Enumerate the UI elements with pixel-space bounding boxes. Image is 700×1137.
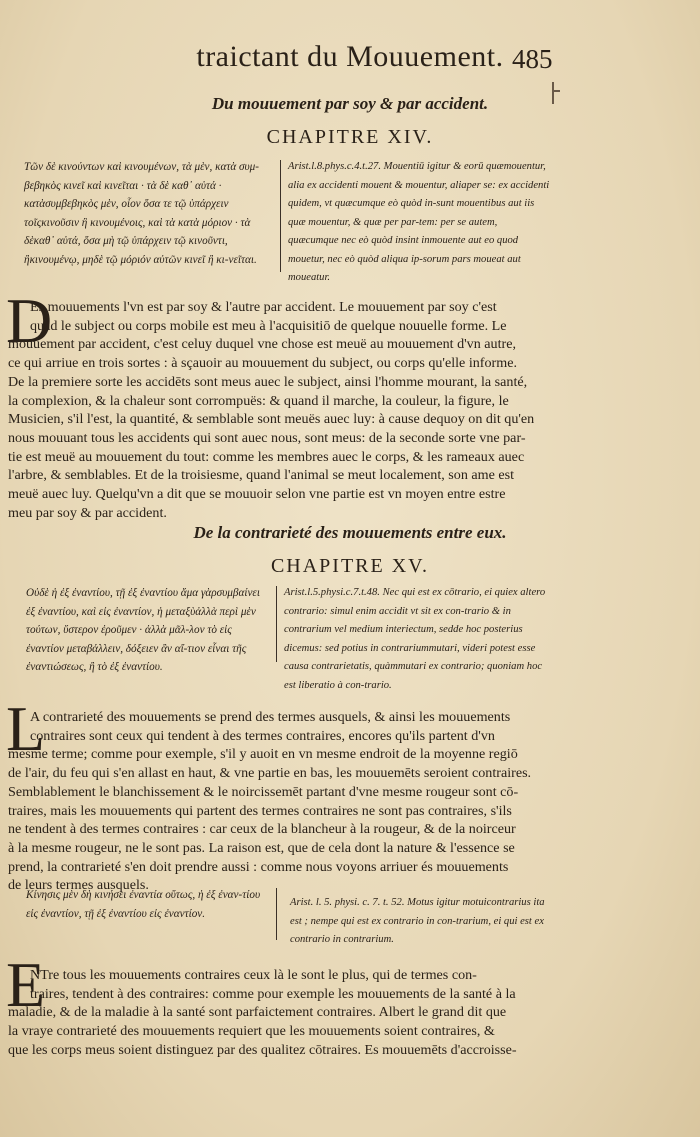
running-title: traictant du Mouuement. (196, 40, 504, 73)
latin-line: Arist.l.8.phys.c.4.t.27. Mouentiū igitur & eorū quæ (288, 161, 504, 172)
latin-line: mouentur, alia ex accidenti mouent & mouentur, alia (288, 161, 546, 191)
column-divider-15 (276, 586, 277, 662)
chapter-15-text-b (8, 966, 550, 1060)
text-line: meuë auec luy. Quelqu'vn a dit que se mouuoir selon vne partie est vn moyen entre estre (8, 486, 506, 503)
latin-line: ex altero contrario: simul enim accidit vt sit ex con- (284, 587, 546, 617)
text-line: quād le subject ou corps mobile est meu à l'acquisitiō de quelque nouuelle forme. Le (30, 317, 507, 334)
chapter-heading-14: CHAPITRE XIV. (266, 126, 434, 148)
latin-line: trario. (364, 679, 392, 691)
latin-line: Arist. l. 5. physi. c. 7. t. 52. Motus igitur motui (290, 897, 487, 908)
text-line: mouuement par accident, c'est celuy duquel vne chose est meuë au mouuement d'vn autre, (8, 336, 516, 353)
latin-line: sunt mouentibus aut iis quæ mouentur, & quæ per par- (288, 198, 535, 228)
section-title-14: Du mouuement par soy & par accident. (211, 94, 489, 113)
greek-line: βεβηκὸς κινεῖ καὶ κινεῖται · τὰ δὲ καθ᾽ αὑτά · κατὰ (24, 179, 222, 210)
text-line: de leurs termes ausquels. (8, 877, 149, 894)
drop-capital-15: L (6, 693, 46, 764)
latin-line: mutari ex contrario; quoniam hoc est liberatio à con- (284, 661, 543, 691)
latin-quote-15 (284, 584, 550, 695)
text-line: de l'air, du feu qui s'en allast en haut, & vne partie en bas, les mouuemēts seroient contraires. (8, 765, 532, 782)
text-line: l'arbre, & semblables. Et de la troisiesme, quand l'animal se meut localement, son ame est (8, 467, 515, 484)
text-line: NTre tous les mouuements contraires ceux là le sont le plus, qui de termes con- (30, 967, 477, 983)
greek-quote-14 (24, 158, 272, 269)
drop-capital-14: D (6, 285, 53, 356)
greek-line: Οὐδὲ ἡ ἐξ ἐναντίου, τῇ ἐξ ἐναντίου ἅμα γὰρ (26, 587, 217, 599)
section-title-15: De la contrarieté des mouuements entre eux. (193, 523, 507, 542)
latin-line: Arist.l.5.physi.c.7.t.48. Nec qui est ex cōtrario, ei qui (284, 587, 509, 598)
text-line: que les corps meus soient distinguez par des qualitez cōtraires. Es mouuemēts d'accroisse- (8, 1041, 517, 1058)
latin-line: mouente aut eo quod mouetur, nec eò quòd aliqua ip- (288, 235, 519, 265)
text-line: ne tendent à des termes contraires : car ceux de la blancheur à la rougeur, & de la noirceur (8, 821, 516, 838)
text-line: la vraye contrarieté des mouuements requiert que les mouuements soient contraires, & (8, 1023, 495, 1040)
greek-line: κινοῦσιν ἢ κινουμένοις, καὶ τὰ κατὰ μόριον · τὰ δὲ (24, 216, 251, 247)
greek-line: Τῶν δὲ κινούντων καὶ κινουμένων, τὰ μὲν, κατὰ συμ- (24, 161, 260, 173)
latin-quote-14 (288, 158, 550, 288)
chapter-15-text (8, 708, 550, 895)
greek-line: καθ᾽ αὑτά, ὅσα μὴ τῷ ὑπάρχειν τῷ κινοῦντι, ἢ (24, 235, 228, 266)
latin-line: mutari, videri potest esse causa contrarietatis, quàm (284, 642, 536, 672)
latin-line: trario & in contrarium vel medium interiectum, sed (284, 605, 511, 635)
column-divider-15b (276, 888, 277, 940)
text-line: la complexion, & la chaleur sont corrompuës: & quand il marche, la couleur, la figure, le (8, 392, 509, 409)
text-line: maladie, & de la maladie à la santé sont parfaictement contraires. Albert le grand dit que (8, 1004, 507, 1021)
latin-line: sorum pars moueat aut moueatur. (288, 253, 521, 283)
text-line: mesme terme; comme pour exemple, s'il y auoit en vn mesme endroit de la moyenne regiō (8, 746, 518, 763)
chapter-heading-15: CHAPITRE XV. (270, 555, 430, 577)
latin-line: per se: ex accidenti quidem, vt quæcumque eò quòd in- (288, 179, 550, 209)
text-line: prend, la contrarieté s'en doit prendre aussi : comme nous voyons arriuer és mouuements (8, 858, 509, 875)
greek-line: τίου εἰς ἐναντίον, τῇ ἐξ ἐναντίου εἰς ἐναντίον. (26, 889, 261, 920)
greek-line: συμβεβηκὸς μὲν, οἷον ὅσα τε τῷ ὑπάρχειν τοῖς (24, 198, 229, 229)
greek-line: νεῖται. (228, 253, 257, 266)
greek-line: λον τὸ εἰς ἐναντίον μεταβάλλειν, δόξειεν ἂν αἴ- (26, 624, 232, 655)
text-line: traires, mais les mouuements qui partent des termes contraires ne sont pas contraires, s'ils (8, 802, 512, 819)
text-line: contraires sont ceux qui tendent à des termes contraires, encores qu'ils partent d'vn (30, 727, 495, 744)
text-line: nous mouuant tous les accidents qui sont auec nous, sont meus: de la seconde sorte vne par- (8, 429, 526, 446)
greek-quote-15b (26, 886, 270, 923)
greek-quote-15 (26, 584, 270, 677)
text-line: De la premiere sorte les accidēts sont meus auec le subject, ainsi l'homme mourant, la santé, (8, 373, 528, 390)
text-line: meu par soy & par accident. (8, 504, 167, 521)
drop-capital-15b: E (6, 949, 46, 1020)
text-line: Musicien, s'il l'est, la quantité, & semblable sont meuës auec luy: à cause dequoy on dit qu'en (8, 411, 535, 428)
text-line: Semblablement le blanchissement & le noircissemēt partant d'vne mesme rougeur sont cō- (8, 783, 519, 800)
page-number: 485 (512, 44, 553, 74)
greek-line: Κίνησις μὲν δὴ κινήσει ἐναντία οὕτως, ἡ ἐξ ἐναν- (26, 889, 243, 901)
greek-line: κινουμένῳ, μηδὲ τῷ μόριόν αὐτῶν κινεῖ ἢ κι- (29, 253, 229, 266)
chapter-14-text (6, 285, 550, 522)
latin-line: tem: per se autem, quæcumque nec eò quòd insint in (288, 216, 498, 246)
greek-line: τιον εἶναι τῆς ἐναντιώσεως, ἢ τὸ ἐξ ἐναντίου. (26, 642, 247, 673)
latin-line: de hoc posterius dicemus: sed potius in contrarium (284, 624, 523, 654)
text-line: à la mesme rougeur, ne le sont pas. La raison est, que de cela dont la nature & l'essence se (8, 839, 515, 856)
greek-line: ἀλλὰ περὶ μὲν τούτων, ὕστερον ἐροῦμεν · ἀλλὰ μᾶλ- (26, 605, 256, 636)
text-line: traires, tendent à des contraires: comme pour exemple les mouuements de la santé à la (30, 985, 516, 1002)
greek-line: συμβαίνει ἐξ ἐναντίου, καὶ εἰς ἐναντίον, ἡ μεταξὺ (26, 587, 260, 618)
text-line: A contrarieté des mouuements se prend des termes ausquels, & ainsi les mouuements (30, 709, 511, 725)
latin-line: trarium, ei qui est ex contrario in contrarium. (290, 915, 544, 945)
latin-line: contrarius ita est ; nempe qui est ex contrario in con- (290, 897, 545, 927)
column-divider-14 (280, 160, 281, 272)
text-line: Es mouuements l'vn est par soy & l'autre par accident. Le mouuement par soy c'est (30, 299, 497, 315)
text-line: ce qui arriue en trois sortes : à sçauoir au mouuement du subject, ou corps qu'elle informe. (8, 355, 517, 372)
latin-quote-15b (290, 894, 552, 950)
text-line: tie est meuë au mouuement du tout: comme les membres auec le corps, & les rameaux auec (8, 448, 525, 465)
